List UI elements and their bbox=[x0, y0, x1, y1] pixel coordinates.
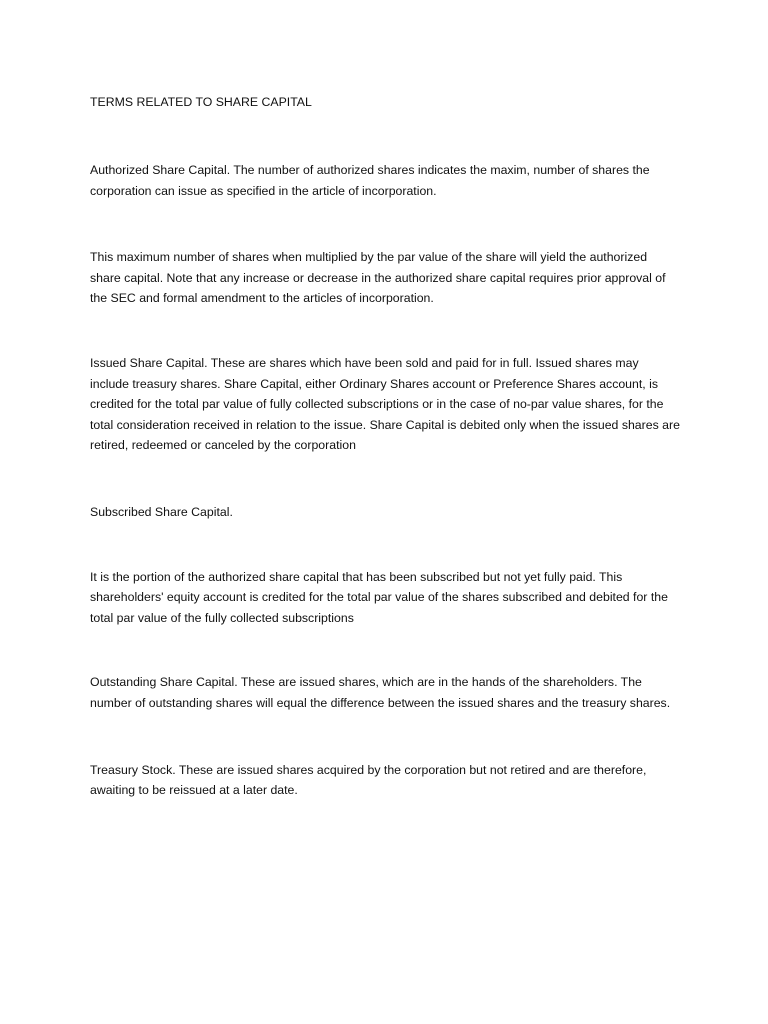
paragraph-authorized-share-capital: Authorized Share Capital. The number of authorized shares indicates the maxim, number of shares the corporation can issue as specified in the article of incorporation. bbox=[90, 163, 650, 198]
paragraph-subscribed-share-capital-detail: It is the portion of the authorized share capital that has been subscribed but not yet fully paid. This shareholders' equity account is credited for the total par value of the shares subscribed and debited for the total par value of the fully collected subscriptions bbox=[90, 569, 668, 625]
document-body bbox=[90, 92, 680, 801]
document-title: TERMS RELATED TO SHARE CAPITAL bbox=[90, 95, 312, 109]
paragraph-subscribed-share-capital-heading: Subscribed Share Capital. bbox=[90, 504, 233, 519]
paragraph-treasury-stock: Treasury Stock. These are issued shares acquired by the corporation but not retired and are therefore, awaiting to be reissued at a later date. bbox=[90, 762, 647, 798]
paragraph-outstanding-share-capital: Outstanding Share Capital. These are issued shares, which are in the hands of the shareholders. The number of outstanding shares will equal the difference between the issued shares and the treasury shares. bbox=[90, 675, 671, 710]
paragraph-issued-share-capital: Issued Share Capital. These are shares which have been sold and paid for in full. Issued shares may include treasury shares. Share Capital, either Ordinary Shares account or Preference Shares account, is credited for the total par value of fully collected subscriptions or in the case of no-par value shares, for the total consideration received in relation to the issue. Share Capital is debited only when the issued shares are retired, redeemed or canceled by the corporation bbox=[90, 355, 680, 453]
paragraph-authorized-capital-detail: This maximum number of shares when multiplied by the par value of the share will yield the authorized share capital. Note that any increase or decrease in the authorized share capital requires prior approval of the SEC and formal amendment to the articles of incorporation. bbox=[90, 250, 666, 306]
